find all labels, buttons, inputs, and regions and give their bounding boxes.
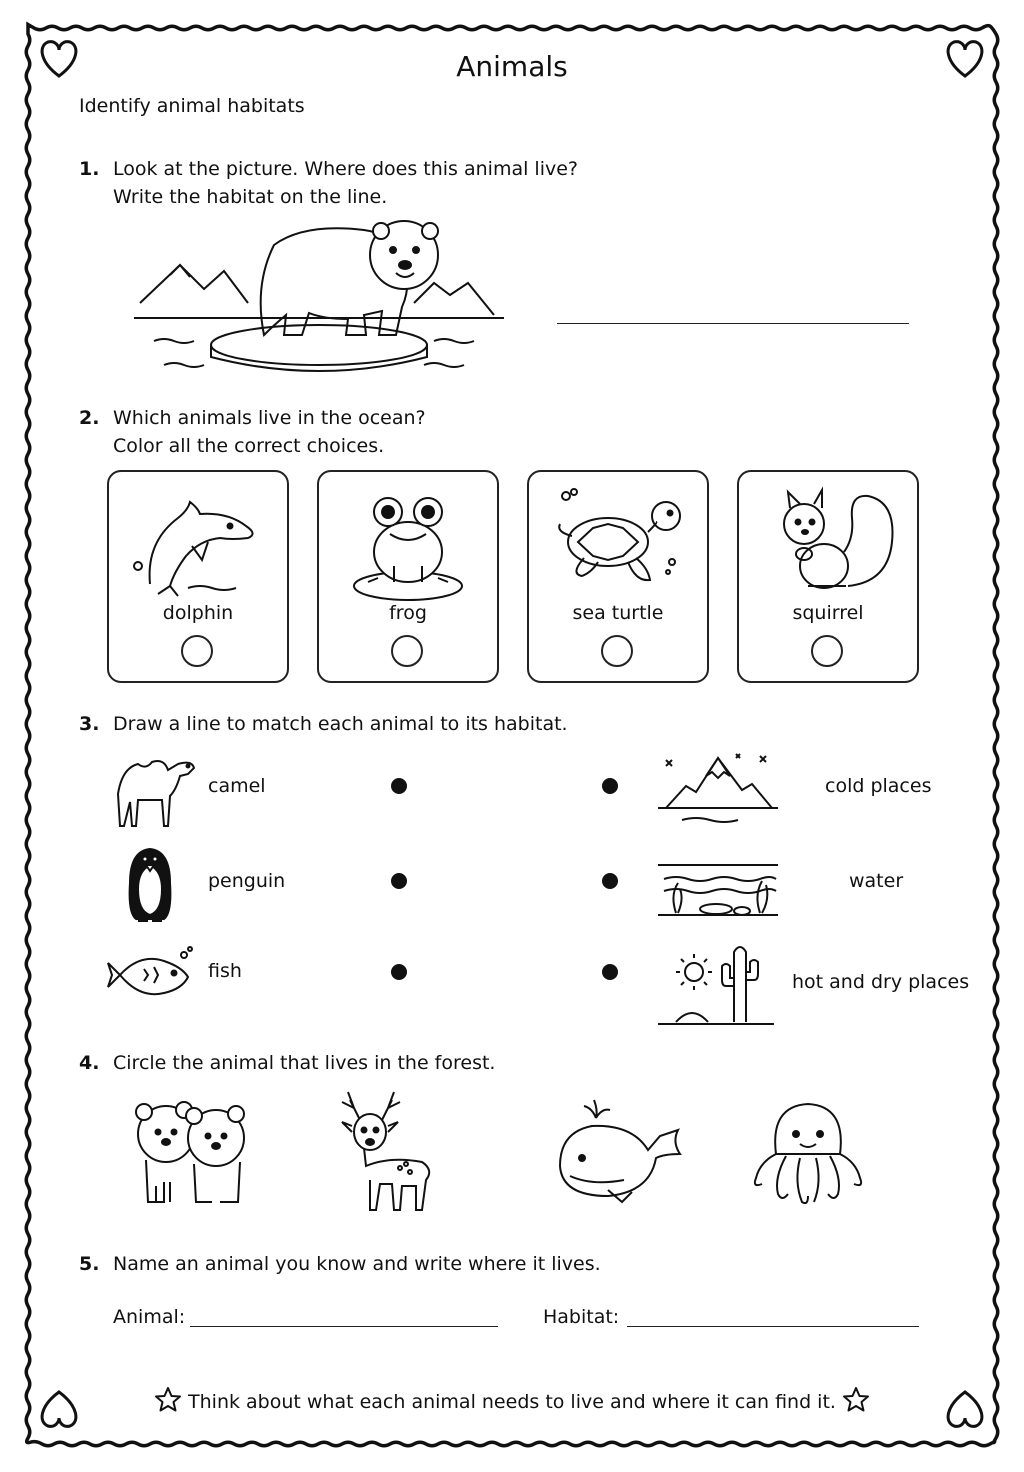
match-dot-left[interactable]: [391, 778, 407, 794]
question-5-number: 5.: [79, 1253, 100, 1275]
footer-text: Think about what each animal needs to live and where it can find it.: [188, 1391, 836, 1413]
question-1-line2: Write the habitat on the line.: [113, 186, 388, 208]
iceberg-icon: [656, 750, 780, 830]
match-dot-left[interactable]: [391, 964, 407, 980]
match-habitat-label: cold places: [825, 775, 932, 797]
star-icon: [842, 1386, 870, 1412]
question-4-prompt: Circle the animal that lives in the forest.: [113, 1052, 496, 1074]
page-title: Animals: [456, 50, 568, 83]
squirrel-icon: [758, 482, 898, 602]
match-habitat-label: hot and dry places: [792, 971, 970, 993]
whale-icon[interactable]: [552, 1096, 692, 1208]
page-subtitle: Identify animal habitats: [79, 95, 305, 117]
choice-circle-squirrel[interactable]: [811, 635, 843, 667]
polar-bear-on-ice-icon: [134, 215, 504, 385]
match-dot-left[interactable]: [391, 873, 407, 889]
choice-label: sea turtle: [572, 602, 664, 624]
fish-icon: [104, 945, 194, 1007]
question-3-number: 3.: [79, 713, 100, 735]
water-icon: [656, 855, 780, 919]
choice-card-squirrel[interactable]: [737, 470, 919, 683]
footer-tip: [0, 1386, 1024, 1413]
match-animal-label: penguin: [208, 870, 286, 892]
choice-circle-dolphin[interactable]: [181, 635, 213, 667]
question-2-line2: Color all the correct choices.: [113, 435, 385, 457]
match-dot-right[interactable]: [602, 778, 618, 794]
star-icon: [154, 1386, 182, 1412]
choice-card-sea-turtle[interactable]: [527, 470, 709, 683]
question-5-prompt: Name an animal you know and write where it lives.: [113, 1253, 601, 1275]
habitat-field-label: Habitat:: [543, 1306, 620, 1328]
deer-icon[interactable]: [330, 1086, 440, 1216]
bears-icon[interactable]: [128, 1098, 252, 1210]
question-4-number: 4.: [79, 1052, 100, 1074]
habitat-answer-line[interactable]: [627, 1326, 919, 1327]
choice-label: squirrel: [792, 602, 864, 624]
sea-turtle-icon: [548, 482, 688, 602]
question-1-line1: Look at the picture. Where does this animal live?: [113, 158, 579, 180]
choice-label: dolphin: [162, 602, 234, 624]
choice-circle-sea-turtle[interactable]: [601, 635, 633, 667]
desert-icon: [656, 940, 780, 1030]
match-dot-right[interactable]: [602, 964, 618, 980]
animal-field-label: Animal:: [113, 1306, 186, 1328]
question-3-prompt: Draw a line to match each animal to its habitat.: [113, 713, 568, 735]
choice-circle-frog[interactable]: [391, 635, 423, 667]
camel-icon: [108, 750, 198, 832]
question-2-line1: Which animals live in the ocean?: [113, 407, 426, 429]
question-1-number: 1.: [79, 158, 100, 180]
choice-card-frog[interactable]: [317, 470, 499, 683]
choice-card-dolphin[interactable]: [107, 470, 289, 683]
dolphin-icon: [128, 482, 268, 602]
penguin-icon: [120, 843, 180, 927]
match-dot-right[interactable]: [602, 873, 618, 889]
match-habitat-label: water: [849, 870, 904, 892]
choice-label: frog: [389, 602, 427, 624]
animal-answer-line[interactable]: [190, 1326, 498, 1327]
frog-icon: [338, 482, 478, 602]
octopus-icon[interactable]: [750, 1098, 866, 1210]
question-1-prompt: [113, 155, 578, 211]
question-1-answer-line[interactable]: [557, 323, 909, 324]
match-animal-label: fish: [208, 960, 242, 982]
question-2-prompt: [113, 404, 426, 460]
match-animal-label: camel: [208, 775, 266, 797]
question-2-number: 2.: [79, 407, 100, 429]
